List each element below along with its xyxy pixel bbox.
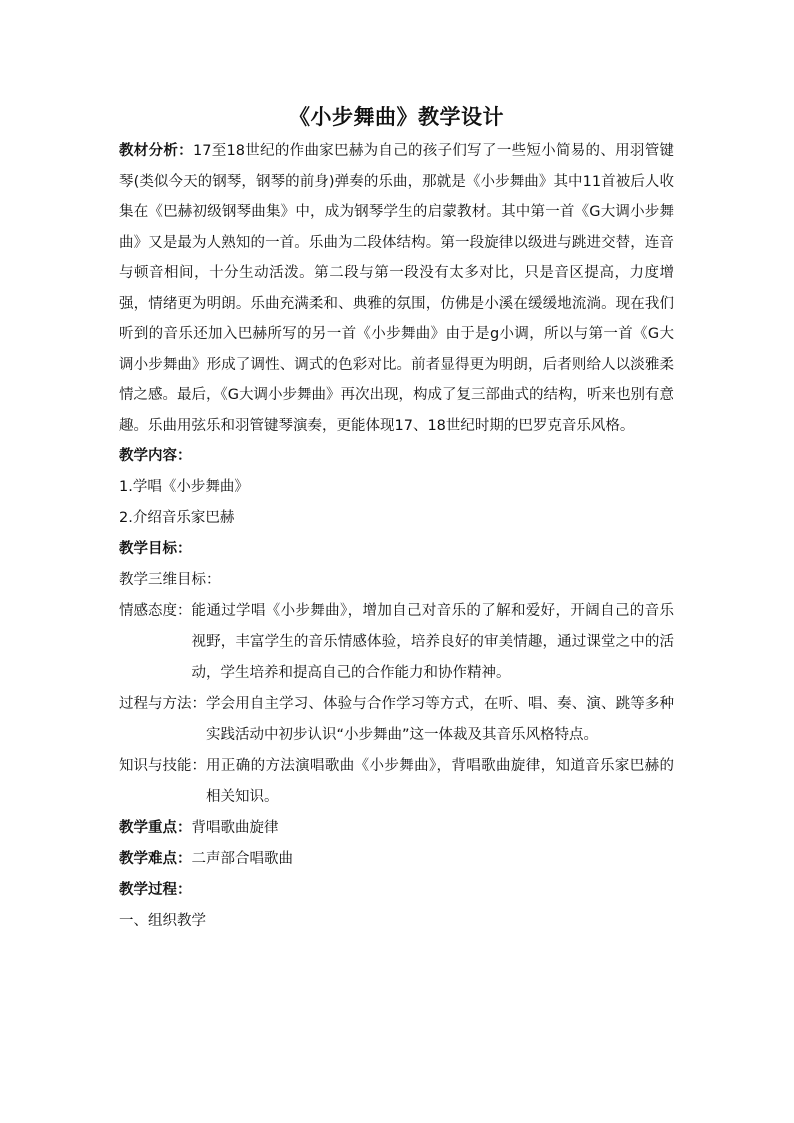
- focus-text: 背唱歌曲旋律: [191, 820, 279, 836]
- goal-emotion-text: 能通过学唱《小步舞曲》，增加自己对音乐的了解和爱好，开阔自己的音乐视野，丰富学生的音乐情感体验，培养良好的审美情趣，通过课堂之中的活动，学生培养和提高自己的合作能力和协作精神。: [191, 603, 674, 681]
- document-title: 《小步舞曲》教学设计: [289, 105, 504, 129]
- content-item-2: 2.介绍音乐家巴赫: [119, 510, 235, 526]
- goal-knowledge-text: 用正确的方法演唱歌曲《小步舞曲》，背唱歌曲旋律，知道音乐家巴赫的相关知识。: [206, 758, 674, 805]
- focus-line: [119, 813, 674, 844]
- analysis-text: 17至18世纪的作曲家巴赫为自己的孩子们写了一些短小简易的、用羽管键琴(类似今天的钢琴，钢琴的前身)弹奏的乐曲，那就是《小步舞曲》其中11首被后人收集在《巴赫初级钢琴曲集》中，成为钢琴学生的启蒙教材。其中第一首《G大调小步舞曲》又是最为人熟知的一首。乐曲为二段体结构。第一段旋律以级进与跳进交替，连音与顿音相间，十分生动活泼。第二段与第一段没有太多对比，只是音区提高，力度增强，情绪更为明朗。乐曲充满柔和、典雅的氛围，仿佛是小溪在缓缓地流淌。现在我们听到的音乐还加入巴赫所写的另一首《小步舞曲》由于是g小调，所以与第一首《G大调小步舞曲》形成了调性、调式的色彩对比。前者显得更为明朗，后者则给人以淡雅柔情之感。最后，《G大调小步舞曲》再次出现，构成了复三部曲式的结构，听来也别有意趣。乐曲用弦乐和羽管键琴演奏，更能体现17、18世纪时期的巴罗克音乐风格。: [119, 143, 675, 434]
- goal-process: [119, 689, 674, 751]
- analysis-label: 教材分析：: [119, 143, 193, 159]
- goals-intro: 教学三维目标：: [119, 572, 221, 588]
- difficulty-text: 二声部合唱歌曲: [191, 851, 293, 867]
- analysis-paragraph: [119, 136, 674, 441]
- process-heading: 教学过程：: [119, 882, 192, 898]
- goal-knowledge: [119, 751, 674, 813]
- goal-knowledge-label: 知识与技能：: [119, 758, 206, 774]
- goal-process-text: 学会用自主学习、体验与合作学习等方式，在听、唱、奏、演、跳等多种实践活动中初步认识“小步舞曲”这一体裁及其音乐风格特点。: [206, 696, 674, 743]
- difficulty-line: [119, 844, 674, 875]
- goals-heading: 教学目标：: [119, 541, 192, 557]
- goal-emotion: [119, 596, 674, 689]
- content-item-1: 1.学唱《小步舞曲》: [119, 479, 249, 495]
- goal-process-label: 过程与方法：: [119, 696, 206, 712]
- difficulty-label: 教学难点：: [119, 851, 192, 867]
- content-heading: 教学内容：: [119, 448, 192, 464]
- process-step-1: 一、组织教学: [119, 913, 206, 929]
- focus-label: 教学重点：: [119, 820, 192, 836]
- goal-emotion-label: 情感态度：: [119, 603, 192, 619]
